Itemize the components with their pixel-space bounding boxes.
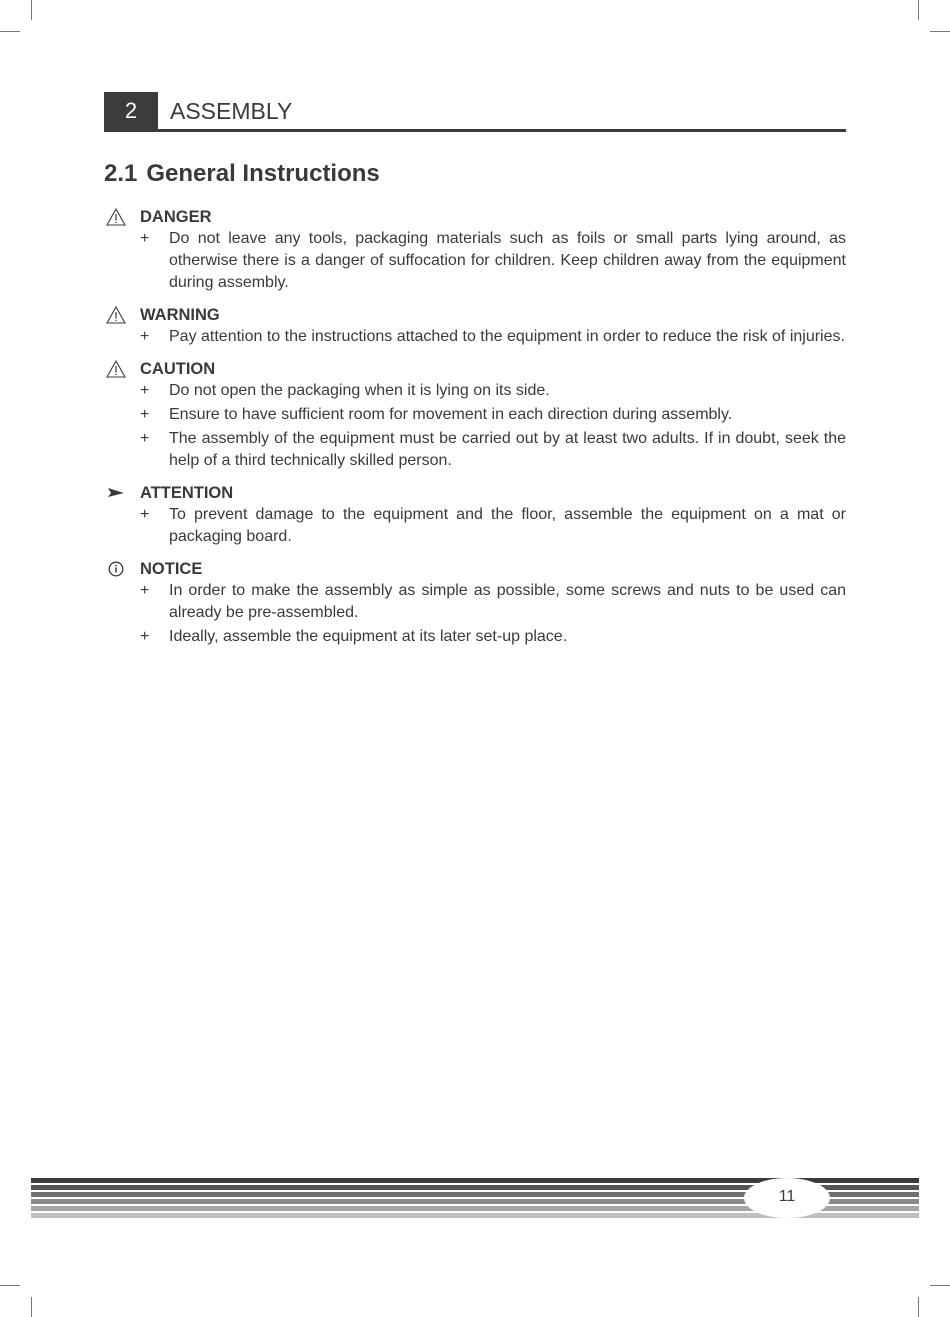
bullet-plus: +: [140, 506, 150, 523]
list-item-text: Pay attention to the instructions attached to the equipment in order to reduce the risk of injuries.: [169, 328, 845, 345]
warning-triangle-icon: [106, 360, 126, 378]
notice-block-caution: [104, 358, 846, 472]
list-item: [104, 626, 846, 648]
notice-block-attention: [104, 482, 846, 548]
notice-block-warning: [104, 304, 846, 348]
crop-mark: [918, 1297, 919, 1317]
bullet-plus: +: [140, 382, 150, 399]
notice-block-title: CAUTION: [140, 360, 216, 378]
notice-block-title: NOTICE: [140, 560, 203, 578]
crop-mark: [918, 0, 919, 20]
bullet-plus: +: [140, 230, 150, 247]
notice-block-header: [104, 206, 846, 228]
notice-block-header: [104, 558, 846, 580]
arrow-pointer-icon: [106, 484, 126, 502]
list-item: [104, 326, 846, 348]
section-title: General Instructions: [146, 160, 380, 187]
list-item: [104, 228, 846, 294]
list-item-text: The assembly of the equipment must be carried out by at least two adults. If in doubt, seek the help of a third technically skilled person.: [169, 430, 846, 469]
list-item-text: Do not open the packaging when it is lying on its side.: [169, 382, 550, 399]
bullet-plus: +: [140, 430, 150, 447]
list-item: [104, 504, 846, 548]
notice-block-title: DANGER: [140, 208, 212, 226]
section-number: 2.1: [104, 160, 138, 187]
crop-mark: [0, 1285, 20, 1286]
crop-mark: [31, 1297, 32, 1317]
list-item-text: In order to make the assembly as simple as possible, some screws and nuts to be used can already be pre-assembled.: [169, 582, 846, 621]
chapter-title: ASSEMBLY: [170, 98, 293, 124]
list-item-text: To prevent damage to the equipment and the floor, assemble the equipment on a mat or packaging board.: [169, 506, 846, 545]
crop-mark: [0, 31, 20, 32]
bullet-plus: +: [140, 582, 150, 599]
warning-triangle-icon: [106, 306, 126, 324]
list-item: [104, 580, 846, 624]
crop-mark: [930, 1285, 950, 1286]
notice-block-header: [104, 358, 846, 380]
list-item-text: Ideally, assemble the equipment at its later set-up place.: [169, 628, 568, 645]
crop-mark: [930, 31, 950, 32]
list-item-text: Do not leave any tools, packaging materials such as foils or small parts lying around, as otherwise there is a danger of suffocation for children. Keep children away from the equipment during assembly.: [169, 230, 846, 291]
notice-block-title: WARNING: [140, 306, 220, 324]
list-item: [104, 404, 846, 426]
list-item-text: Ensure to have sufficient room for movement in each direction during assembly.: [169, 406, 733, 423]
warning-triangle-icon: [106, 208, 126, 226]
list-item: [104, 380, 846, 402]
bullet-plus: +: [140, 406, 150, 423]
list-item: [104, 428, 846, 472]
notice-block-header: [104, 304, 846, 326]
page-number: 11: [744, 1178, 830, 1218]
notice-block-notice: [104, 558, 846, 648]
section-heading: [104, 160, 380, 188]
notice-block-danger: [104, 206, 846, 294]
bullet-plus: +: [140, 628, 150, 645]
notice-block-title: ATTENTION: [140, 484, 234, 502]
info-circle-icon: [106, 560, 126, 578]
bullet-plus: +: [140, 328, 150, 345]
instruction-blocks: [104, 206, 846, 658]
notice-block-header: [104, 482, 846, 504]
crop-mark: [31, 0, 32, 20]
chapter-number: 2: [104, 92, 158, 132]
chapter-header: [104, 92, 846, 132]
